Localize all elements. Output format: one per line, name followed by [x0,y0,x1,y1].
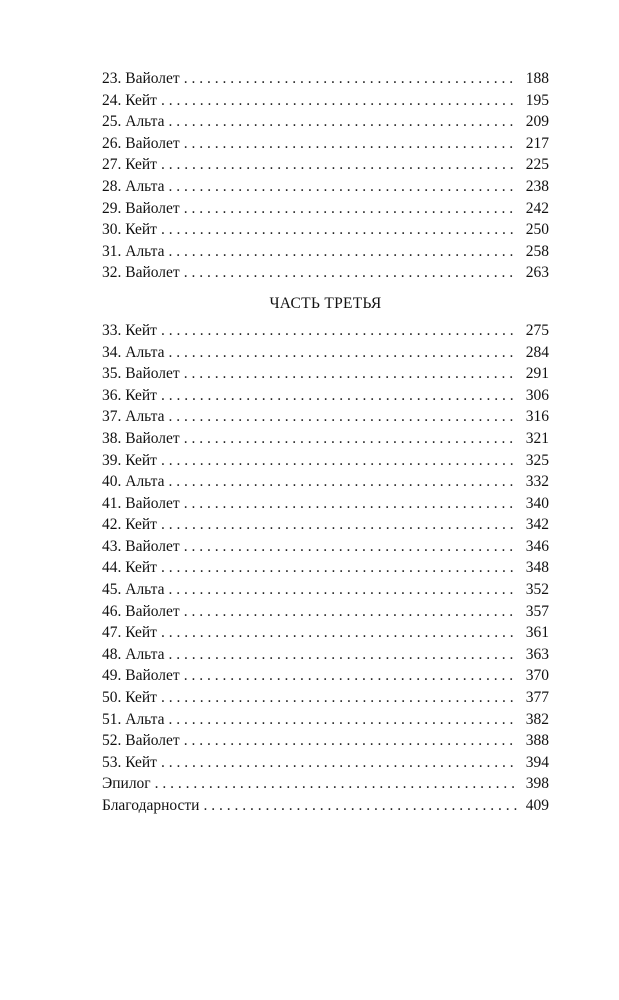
toc-entry [102,709,549,731]
table-of-contents [102,68,549,817]
toc-entry [102,752,549,774]
toc-entry-title: 47. Кейт [102,624,157,642]
toc-entry-title: 31. Альта [102,242,165,260]
toc-entry-page-number: 361 [525,624,549,642]
toc-entry [102,320,549,342]
toc-entry-title: 40. Альта [102,473,165,491]
toc-entry-page-number: 332 [525,473,549,491]
toc-entry-title: 51. Альта [102,710,165,728]
toc-entry-title: 34. Альта [102,343,165,361]
toc-entry [102,198,549,220]
toc-entry [102,133,549,155]
toc-entry-page-number: 348 [525,559,549,577]
toc-entry-title: 36. Кейт [102,386,157,404]
toc-entry [102,428,549,450]
toc-entry-page-number: 377 [525,689,549,707]
toc-dot-leader [169,111,518,133]
toc-entry-title: 27. Кейт [102,156,157,174]
toc-dot-leader [184,68,517,90]
toc-entry [102,406,549,428]
toc-entry [102,514,549,536]
toc-list-part-three [102,320,549,817]
toc-entry-title: 42. Кейт [102,516,157,534]
toc-dot-leader [169,342,518,364]
toc-entry [102,644,549,666]
toc-entry-page-number: 363 [525,645,549,663]
toc-entry-title: 38. Вайолет [102,429,180,447]
toc-entry-page-number: 370 [525,667,549,685]
toc-entry [102,176,549,198]
toc-entry-page-number: 357 [525,602,549,620]
toc-entry [102,773,549,795]
toc-entry-title: Благодарности [102,797,200,814]
toc-entry-page-number: 409 [525,797,549,814]
toc-entry-title: 23. Вайолет [102,70,180,87]
toc-entry-page-number: 284 [525,343,549,361]
toc-entry-title: 26. Вайолет [102,134,180,152]
toc-dot-leader [184,601,517,623]
toc-dot-leader [169,471,518,493]
toc-entry [102,111,549,133]
toc-entry [102,68,549,90]
toc-entry-title: 49. Вайолет [102,667,180,685]
toc-dot-leader [169,579,518,601]
toc-entry-title: 30. Кейт [102,221,157,239]
toc-entry-title: 29. Вайолет [102,199,180,217]
toc-entry-page-number: 209 [525,113,549,131]
toc-dot-leader [161,385,517,407]
toc-entry-page-number: 352 [525,581,549,599]
toc-dot-leader [161,622,517,644]
toc-dot-leader [161,450,517,472]
toc-dot-leader [161,90,517,112]
toc-dot-leader [161,320,517,342]
toc-dot-leader [184,493,517,515]
toc-dot-leader [184,730,517,752]
toc-dot-leader [184,262,517,284]
toc-entry-title: 39. Кейт [102,451,157,469]
toc-entry-title: 41. Вайолет [102,494,180,512]
toc-entry-page-number: 382 [525,710,549,728]
toc-entry [102,342,549,364]
toc-entry-page-number: 316 [525,408,549,426]
toc-entry-page-number: 188 [525,70,549,87]
toc-entry [102,557,549,579]
toc-entry-title: 52. Вайолет [102,732,180,750]
toc-dot-leader [161,557,517,579]
toc-entry-page-number: 394 [525,753,549,771]
toc-entry [102,665,549,687]
toc-entry [102,471,549,493]
toc-entry [102,493,549,515]
toc-entry-page-number: 291 [525,365,549,383]
toc-entry-page-number: 238 [525,177,549,195]
toc-entry [102,536,549,558]
toc-entry [102,730,549,752]
toc-entry [102,363,549,385]
toc-entry-page-number: 346 [525,537,549,555]
toc-dot-leader [169,406,518,428]
toc-entry-title: 53. Кейт [102,753,157,771]
toc-entry-page-number: 263 [525,264,549,282]
toc-entry [102,622,549,644]
toc-entry-title: 28. Альта [102,177,165,195]
toc-dot-leader [184,133,517,155]
toc-dot-leader [161,154,517,176]
toc-dot-leader [184,428,517,450]
toc-entry-title: 43. Вайолет [102,537,180,555]
toc-dot-leader [169,644,518,666]
toc-entry-title: 44. Кейт [102,559,157,577]
toc-dot-leader [161,514,517,536]
toc-dot-leader [169,176,518,198]
part-three-heading: ЧАСТЬ ТРЕТЬЯ [269,294,382,312]
toc-entry-page-number: 275 [525,321,549,339]
toc-entry-title: 46. Вайолет [102,602,180,620]
toc-entry [102,385,549,407]
toc-entry [102,90,549,112]
toc-entry-page-number: 325 [525,451,549,469]
toc-entry [102,241,549,263]
toc-entry [102,601,549,623]
toc-entry [102,262,549,284]
toc-entry-page-number: 398 [525,775,549,793]
toc-entry [102,579,549,601]
toc-entry-page-number: 225 [525,156,549,174]
toc-dot-leader [169,241,518,263]
toc-entry-title: 32. Вайолет [102,264,180,282]
toc-dot-leader [203,795,517,817]
toc-dot-leader [184,536,517,558]
toc-entry-page-number: 217 [525,134,549,152]
toc-entry-page-number: 195 [525,91,549,109]
toc-entry-page-number: 258 [525,242,549,260]
toc-entry-title: 50. Кейт [102,689,157,707]
toc-dot-leader [184,665,517,687]
toc-entry [102,219,549,241]
toc-list-part-two [102,68,549,284]
toc-dot-leader [184,198,517,220]
toc-entry-page-number: 250 [525,221,549,239]
toc-entry-title: 48. Альта [102,645,165,663]
toc-dot-leader [184,363,517,385]
toc-entry-page-number: 388 [525,732,549,750]
toc-entry-title: 45. Альта [102,581,165,599]
toc-dot-leader [161,752,517,774]
toc-entry-title: 33. Кейт [102,321,157,339]
toc-dot-leader [155,773,517,795]
toc-entry [102,450,549,472]
toc-dot-leader [161,219,517,241]
toc-entry [102,154,549,176]
toc-entry-title: 24. Кейт [102,91,157,109]
toc-entry-page-number: 340 [525,494,549,512]
toc-entry-page-number: 321 [525,429,549,447]
toc-entry-title: 35. Вайолет [102,365,180,383]
toc-entry-title: 25. Альта [102,113,165,131]
toc-entry-title: Эпилог [102,775,151,793]
toc-entry-page-number: 242 [525,199,549,217]
toc-entry-page-number: 306 [525,386,549,404]
toc-entry-title: 37. Альта [102,408,165,426]
toc-entry [102,795,549,817]
toc-entry [102,687,549,709]
toc-dot-leader [161,687,517,709]
toc-dot-leader [169,709,518,731]
toc-entry-page-number: 342 [525,516,549,534]
